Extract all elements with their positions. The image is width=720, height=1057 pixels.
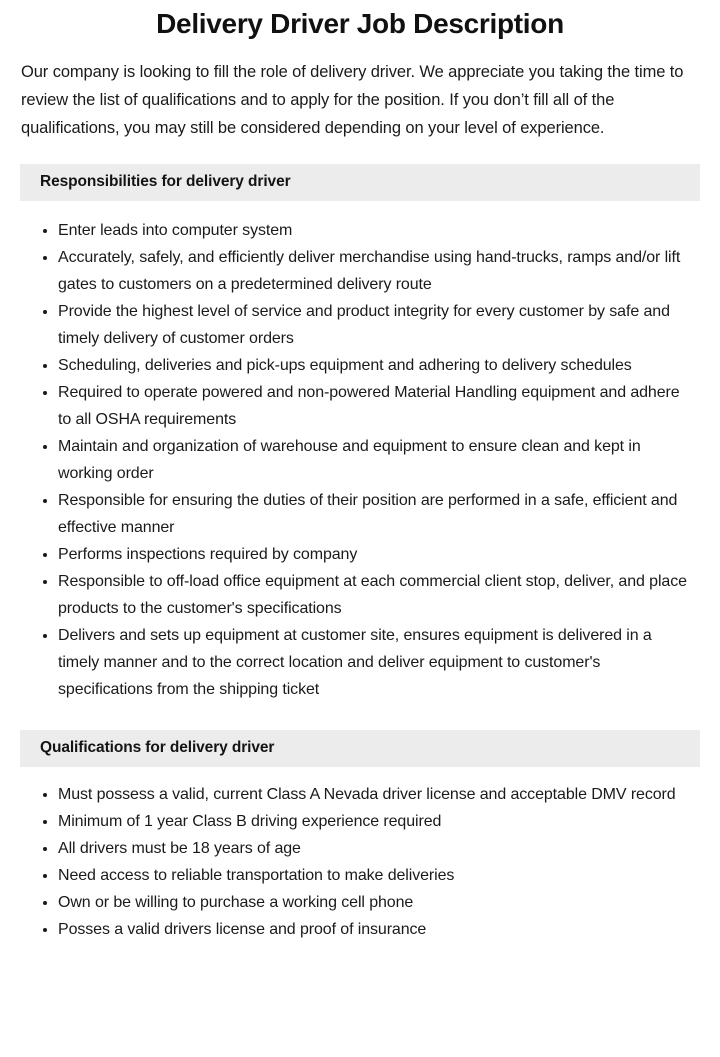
list-item: Accurately, safely, and efficiently deliver merchandise using hand-trucks, ramps and/or lift gates to customers on a predetermined delivery route — [0, 244, 692, 298]
list-item: Provide the highest level of service and product integrity for every customer by safe and timely delivery of customer orders — [0, 298, 692, 352]
page-title: Delivery Driver Job Description — [156, 8, 564, 39]
list-item: Must possess a valid, current Class A Nevada driver license and acceptable DMV record — [0, 781, 692, 808]
responsibilities-list — [0, 217, 720, 703]
list-item: Enter leads into computer system — [0, 217, 692, 244]
list-item: Scheduling, deliveries and pick-ups equipment and adhering to delivery schedules — [0, 352, 692, 379]
list-item: Maintain and organization of warehouse and equipment to ensure clean and kept in working order — [0, 433, 692, 487]
responsibilities-section-heading: Responsibilities for delivery driver — [20, 164, 700, 201]
list-item: Minimum of 1 year Class B driving experience required — [0, 808, 692, 835]
list-item: Responsible to off-load office equipment at each commercial client stop, deliver, and place products to the customer's specifications — [0, 568, 692, 622]
qualifications-list — [0, 781, 720, 943]
list-item: Need access to reliable transportation to make deliveries — [0, 862, 692, 889]
list-item: Performs inspections required by company — [0, 541, 692, 568]
list-item: Required to operate powered and non-powered Material Handling equipment and adhere to all OSHA requirements — [0, 379, 692, 433]
list-item: Posses a valid drivers license and proof of insurance — [0, 916, 692, 943]
responsibilities-section — [0, 164, 720, 703]
list-item: Delivers and sets up equipment at customer site, ensures equipment is delivered in a timely manner and to the correct location and deliver equipment to customer's specifications from the shipping ticket — [0, 622, 692, 703]
intro-paragraph: Our company is looking to fill the role of delivery driver. We appreciate you taking the time to review the list of qualifications and to apply for the position. If you don’t fill all of the qualifications, you may still be considered depending on your level of experience. — [21, 63, 684, 137]
list-item: Responsible for ensuring the duties of their position are performed in a safe, efficient and effective manner — [0, 487, 692, 541]
list-item: All drivers must be 18 years of age — [0, 835, 692, 862]
qualifications-section-heading: Qualifications for delivery driver — [20, 730, 700, 767]
list-item: Own or be willing to purchase a working cell phone — [0, 889, 692, 916]
qualifications-section — [0, 730, 720, 943]
